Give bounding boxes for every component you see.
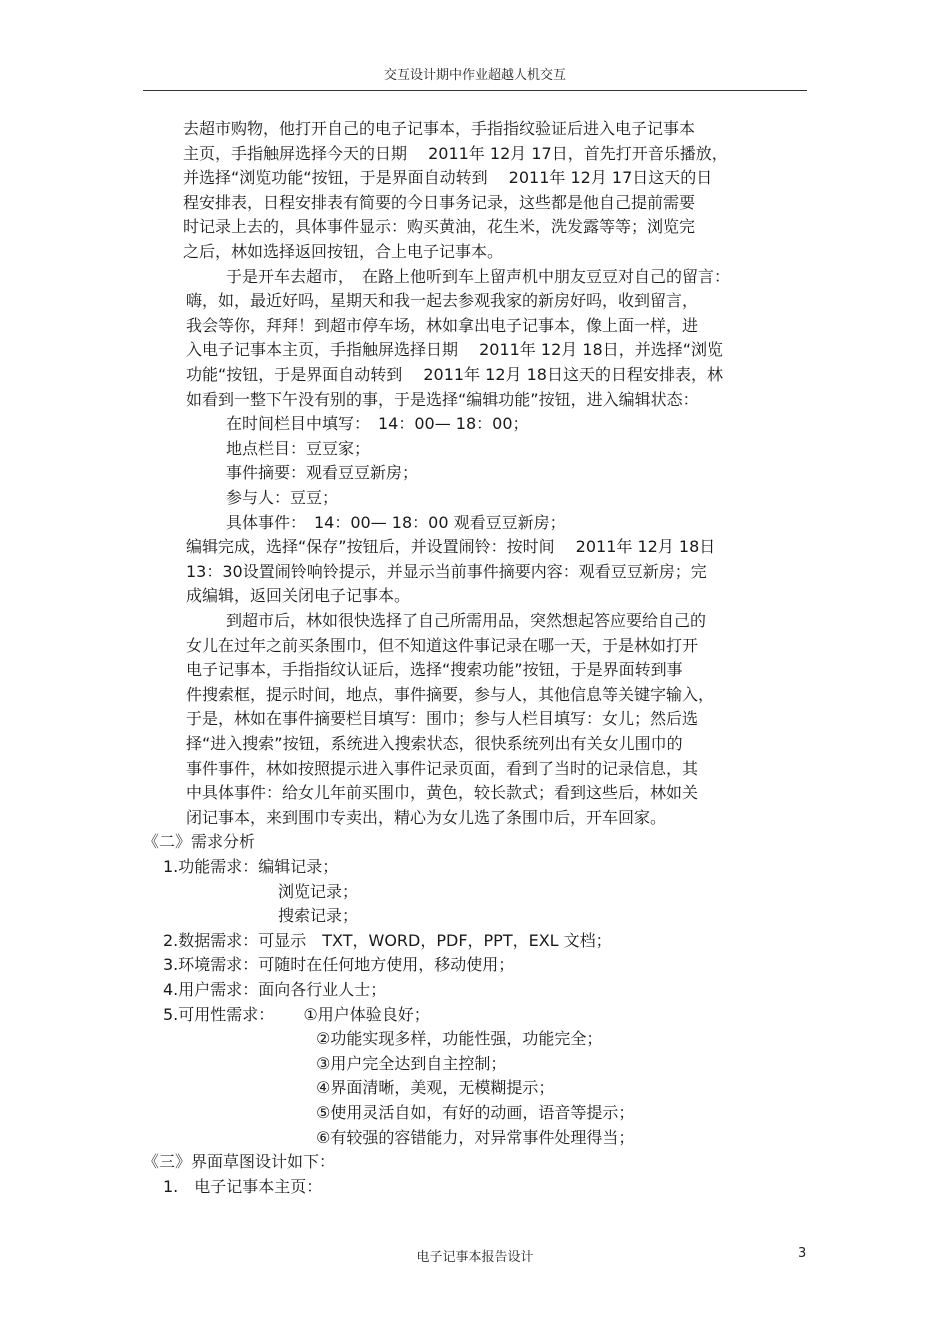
text-line: 于是开车去超市， 在路上他听到车上留声机中朋友豆豆对自己的留言： bbox=[226, 266, 731, 286]
text-line: 件搜索框，提示时间，地点，事件摘要，参与人，其他信息等关键字输入， bbox=[186, 684, 715, 704]
text-line: ④界面清晰，美观，无模糊提示； bbox=[316, 1078, 555, 1098]
text-line: 编辑完成，选择“保存”按钮后，并设置闹铃：按时间 2011年 12月 18日 bbox=[186, 537, 716, 557]
text-line: 功能“按钮，于是界面自动转到 2011年 12月 18日这天的日程安排表，林 bbox=[186, 365, 723, 384]
text-line: 《二》需求分析 bbox=[143, 832, 256, 852]
text-line: 去超市购物，他打开自己的电子记事本，手指指纹验证后进入电子记事本 bbox=[183, 119, 696, 138]
text-line: 主页，手指触屏选择今天的日期 2011年 12月 17日，首先打开音乐播放， bbox=[183, 143, 728, 163]
text-line: 择“进入搜索”按钮，系统进入搜索状态，很快系统列出有关女儿围巾的 bbox=[186, 734, 683, 753]
text-line: 成编辑，返回关闭电子记事本。 bbox=[186, 586, 411, 606]
text-line: 我会等你，拜拜！到超市停车场，林如拿出电子记事本，像上面一样，进 bbox=[186, 315, 699, 335]
text-line: 女儿在过年之前买条围巾，但不知道这件事记录在哪一天，于是林如打开 bbox=[186, 635, 699, 655]
text-line: 中具体事件：给女儿年前买围巾，黄色，较长款式；看到这些后，林如关 bbox=[186, 783, 699, 803]
text-line: 1.功能需求：编辑记录； bbox=[163, 857, 339, 876]
page-number: 3 bbox=[798, 1246, 807, 1261]
text-line: 于是，林如在事件摘要栏目填写：围巾；参与人栏目填写：女儿；然后选 bbox=[186, 709, 699, 729]
text-line: 2.数据需求：可显示 TXT，WORD，PDF，PPT，EXL 文档； bbox=[163, 930, 612, 950]
text-line: 4.用户需求：面向各行业人士； bbox=[163, 980, 387, 999]
text-line: ②功能实现多样，功能性强，功能完全； bbox=[316, 1029, 603, 1049]
text-line: 闭记事本，来到围巾专卖出，精心为女儿选了条围巾后，开车回家。 bbox=[186, 807, 667, 827]
text-line: 13：30设置闹铃响铃提示，并显示当前事件摘要内容：观看豆豆新房；完 bbox=[186, 561, 707, 581]
text-line: 《三》界面草图设计如下： bbox=[143, 1152, 336, 1172]
header-divider bbox=[143, 90, 807, 91]
page-header: 交互设计期中作业超越人机交互 bbox=[383, 68, 566, 83]
text-line: 浏览记录； bbox=[278, 881, 359, 901]
text-line: ③用户完全达到自主控制； bbox=[316, 1053, 507, 1073]
text-line: 时记录上去的，具体事件显示：购买黄油，花生米，洗发露等等；浏览完 bbox=[183, 217, 696, 237]
text-line: 搜索记录； bbox=[278, 906, 359, 926]
text-line: 电子记事本，手指指纹认证后，选择“搜索功能”按钮，于是界面转到事 bbox=[186, 660, 683, 680]
text-line: 3.环境需求：可随时在任何地方使用，移动使用； bbox=[163, 955, 515, 975]
text-line: 程安排表，日程安排表有简要的今日事务记录，这些都是他自己提前需要 bbox=[183, 192, 696, 212]
page-footer: 电子记事本报告设计 bbox=[416, 1250, 534, 1265]
text-line: ⑥有较强的容错能力，对异常事件处理得当； bbox=[316, 1127, 635, 1147]
text-line: 入电子记事本主页，手指触屏选择日期 2011年 12月 18日，并选择“浏览 bbox=[186, 340, 723, 360]
text-line: 嗨，如，最近好吗，星期天和我一起去参观我家的新房好吗，收到留言， bbox=[186, 291, 699, 311]
text-line: 1. 电子记事本主页： bbox=[163, 1176, 323, 1196]
text-line: 之后，林如选择返回按钮，合上电子记事本。 bbox=[183, 242, 504, 261]
text-line: 参与人：豆豆； bbox=[226, 488, 339, 507]
text-line: 5.可用性需求： ①用户体验良好； bbox=[163, 1004, 430, 1024]
text-line: 事件摘要：观看豆豆新房； bbox=[226, 463, 419, 483]
text-line: 到超市后，林如很快选择了自己所需用品，突然想起答应要给自己的 bbox=[226, 611, 707, 630]
text-line: 地点栏目：豆豆家； bbox=[226, 438, 371, 458]
text-line: 具体事件： 14：00— 18：00 观看豆豆新房； bbox=[226, 512, 566, 532]
text-line: 如看到一整下午没有别的事，于是选择“编辑功能”按钮，进入编辑状态： bbox=[186, 389, 699, 409]
text-line: ⑤使用灵活自如，有好的动画，语音等提示； bbox=[316, 1103, 635, 1122]
text-line: 事件事件，林如按照提示进入事件记录页面，看到了当时的记录信息，其 bbox=[186, 758, 699, 778]
text-line: 在时间栏目中填写： 14：00— 18：00； bbox=[226, 414, 529, 434]
text-line: 并选择“浏览功能“按钮，于是界面自动转到 2011年 12月 17日这天的日 bbox=[183, 168, 713, 188]
